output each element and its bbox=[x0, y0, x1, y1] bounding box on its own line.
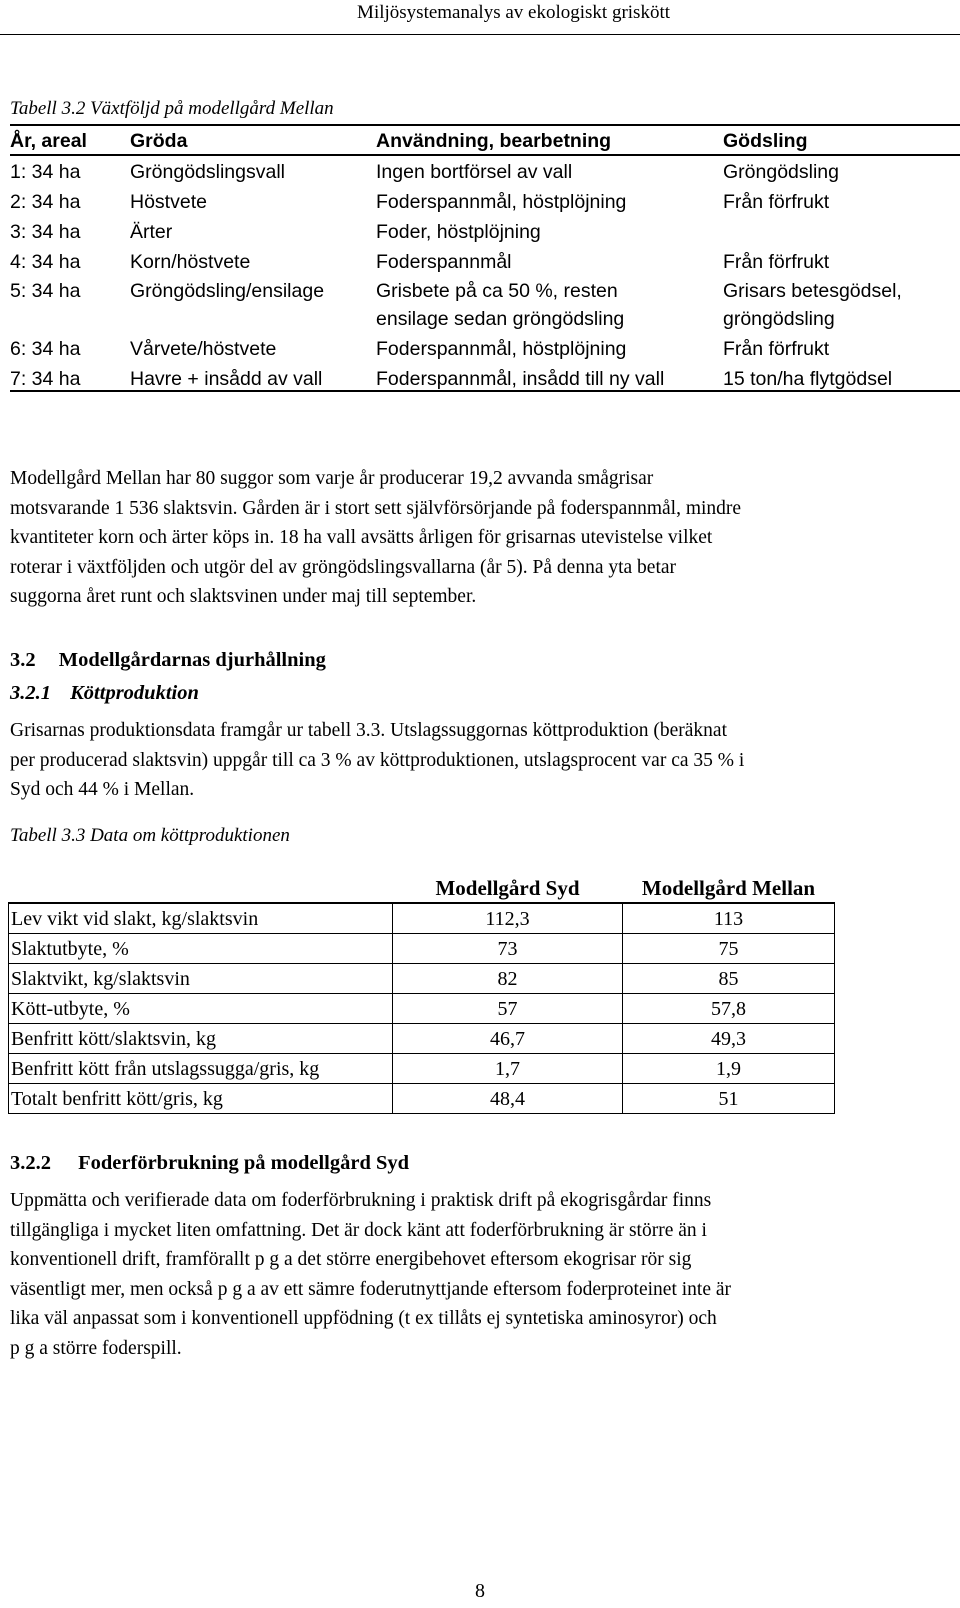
text-line: Modellgård Mellan har 80 suggor som varje år producerar 19,2 avvanda smågrisar bbox=[10, 468, 654, 489]
table-row bbox=[9, 1024, 835, 1054]
table-cell: Höstvete bbox=[130, 191, 207, 213]
table-cell: Ingen bortförsel av vall bbox=[376, 161, 573, 183]
text-line: suggorna året runt och slaktsvinen under maj till september. bbox=[10, 586, 477, 607]
paragraph-modellgard-mellan bbox=[10, 464, 940, 612]
text-line: Grisarnas produktionsdata framgår ur tabell 3.3. Utslagssuggornas köttproduktion (beräknat bbox=[10, 720, 727, 741]
section-heading-3-2 bbox=[10, 649, 326, 672]
table-cell: 48,4 bbox=[393, 1084, 623, 1114]
table-header-row bbox=[9, 873, 835, 903]
text-line: motsvarande 1 536 slaktsvin. Gården är i stort sett självförsörjande på foderspannmål, mindre bbox=[10, 497, 742, 519]
section-number: 3.2.2 bbox=[10, 1152, 51, 1174]
table-cell: Foder, höstplöjning bbox=[376, 221, 541, 243]
table-header-cell: Modellgård Syd bbox=[393, 873, 623, 903]
table-cell: Havre + insådd av vall bbox=[130, 368, 323, 390]
table-cell: Slaktvikt, kg/slaktsvin bbox=[9, 964, 393, 994]
table-cell: 3: 34 ha bbox=[10, 221, 81, 243]
table-row bbox=[9, 934, 835, 964]
table-row bbox=[9, 994, 835, 1024]
text-line: konventionell drift, framförallt p g a det större energibehovet eftersom ekogrisar rör sig bbox=[10, 1249, 692, 1270]
table-3-2-header-rule bbox=[10, 154, 960, 156]
paragraph-foderforbrukning bbox=[10, 1186, 940, 1363]
table-cell: Gröngödslingsvall bbox=[130, 161, 286, 183]
table-cell: Foderspannmål, höstplöjning bbox=[376, 338, 627, 360]
table-cell: Grisbete på ca 50 %, resten bbox=[376, 280, 618, 302]
table-cell: Foderspannmål, höstplöjning bbox=[376, 191, 627, 213]
table-cell: Totalt benfritt kött/gris, kg bbox=[9, 1084, 393, 1114]
table-cell: gröngödsling bbox=[723, 308, 835, 330]
table-3-2-top-rule bbox=[10, 124, 960, 126]
table-cell: 57 bbox=[393, 994, 623, 1024]
table-header-cell: År, areal bbox=[10, 130, 87, 152]
text-line: väsentligt mer, men också p g a av ett sämre foderutnyttjande eftersom foderproteinet inte är bbox=[10, 1278, 731, 1300]
table-row bbox=[9, 1084, 835, 1114]
table-cell: 85 bbox=[623, 964, 835, 994]
section-title: Foderförbrukning på modellgård Syd bbox=[78, 1152, 410, 1174]
text-line: per producerad slaktsvin) uppgår till ca 3 % av köttproduktionen, utslagsprocent var ca 35 % i bbox=[10, 749, 745, 771]
table-cell: 75 bbox=[623, 934, 835, 964]
table-cell: 112,3 bbox=[393, 903, 623, 934]
text-line: tillgängliga i mycket liten omfattning. Det är dock känt att foderförbrukning är större än i bbox=[10, 1219, 707, 1241]
table-cell: Slaktutbyte, % bbox=[9, 934, 393, 964]
table-cell: 4: 34 ha bbox=[10, 251, 81, 273]
header-rule bbox=[0, 34, 960, 35]
section-number: 3.2.1 bbox=[10, 682, 51, 704]
table-cell: 7: 34 ha bbox=[10, 368, 81, 390]
running-header: Miljösystemanalys av ekologiskt griskött bbox=[357, 2, 670, 23]
table-cell: 2: 34 ha bbox=[10, 191, 81, 213]
table-cell: 113 bbox=[623, 903, 835, 934]
text-line: lika väl anpassat som i konventionell uppfödning (t ex tillåts ej syntetiska aminosyror) och bbox=[10, 1308, 717, 1329]
table-cell: 73 bbox=[393, 934, 623, 964]
section-number: 3.2 bbox=[10, 649, 36, 671]
text-line: p g a större foderspill. bbox=[10, 1337, 182, 1359]
section-title: Modellgårdarnas djurhållning bbox=[58, 649, 326, 671]
table-cell: 15 ton/ha flytgödsel bbox=[723, 368, 893, 390]
page-number: 8 bbox=[475, 1580, 485, 1602]
table-row bbox=[9, 903, 835, 934]
section-title: Köttproduktion bbox=[70, 682, 199, 704]
paragraph-kottproduktion bbox=[10, 716, 940, 805]
table-header-cell bbox=[9, 873, 393, 903]
table-cell: Ärter bbox=[130, 221, 173, 243]
table-cell: Gröngödsling/ensilage bbox=[130, 280, 325, 302]
text-line: Uppmätta och verifierade data om foderförbrukning i praktisk drift på ekogrisgårdar finns bbox=[10, 1190, 712, 1211]
table-cell: Från förfrukt bbox=[723, 338, 830, 360]
text-line: roterar i växtföljden och utgör del av gröngödslingsvallarna (år 5). På denna yta betar bbox=[10, 556, 677, 578]
table-cell: Lev vikt vid slakt, kg/slaktsvin bbox=[9, 903, 393, 934]
table-cell: 49,3 bbox=[623, 1024, 835, 1054]
table-3-3-caption: Tabell 3.3 Data om köttproduktionen bbox=[10, 825, 290, 846]
table-row bbox=[9, 964, 835, 994]
table-cell: 6: 34 ha bbox=[10, 338, 81, 360]
table-cell: Foderspannmål, insådd till ny vall bbox=[376, 368, 665, 390]
table-cell: 5: 34 ha bbox=[10, 280, 81, 302]
table-header-cell: Gödsling bbox=[723, 130, 808, 152]
table-cell: Från förfrukt bbox=[723, 191, 830, 213]
table-header-cell: Modellgård Mellan bbox=[623, 873, 835, 903]
table-cell: 51 bbox=[623, 1084, 835, 1114]
table-cell: Gröngödsling bbox=[723, 161, 839, 183]
table-row bbox=[9, 1054, 835, 1084]
table-header-cell: Gröda bbox=[130, 130, 188, 152]
table-cell: 1,9 bbox=[623, 1054, 835, 1084]
table-cell: Benfritt kött från utslagssugga/gris, kg bbox=[9, 1054, 393, 1084]
table-cell: 46,7 bbox=[393, 1024, 623, 1054]
table-cell: Benfritt kött/slaktsvin, kg bbox=[9, 1024, 393, 1054]
table-cell: Grisars betesgödsel, bbox=[723, 280, 902, 302]
section-heading-3-2-1 bbox=[10, 682, 199, 705]
table-cell: 1: 34 ha bbox=[10, 161, 81, 183]
text-line: kvantiteter korn och ärter köps in. 18 ha vall avsätts årligen för grisarnas utevistelse vilket bbox=[10, 527, 713, 548]
table-cell: Från förfrukt bbox=[723, 251, 830, 273]
section-heading-3-2-2 bbox=[10, 1152, 409, 1175]
table-cell: ensilage sedan gröngödsling bbox=[376, 308, 625, 330]
table-cell: 82 bbox=[393, 964, 623, 994]
table-3-2-caption: Tabell 3.2 Växtföljd på modellgård Mellan bbox=[10, 98, 334, 119]
text-line: Syd och 44 % i Mellan. bbox=[10, 779, 195, 800]
table-header-cell: Användning, bearbetning bbox=[376, 130, 612, 152]
table-cell: 1,7 bbox=[393, 1054, 623, 1084]
table-cell: Foderspannmål bbox=[376, 251, 512, 273]
table-cell: Vårvete/höstvete bbox=[130, 338, 277, 360]
table-cell: 57,8 bbox=[623, 994, 835, 1024]
table-3-3 bbox=[8, 873, 835, 1114]
table-cell: Korn/höstvete bbox=[130, 251, 251, 273]
table-cell: Kött-utbyte, % bbox=[9, 994, 393, 1024]
